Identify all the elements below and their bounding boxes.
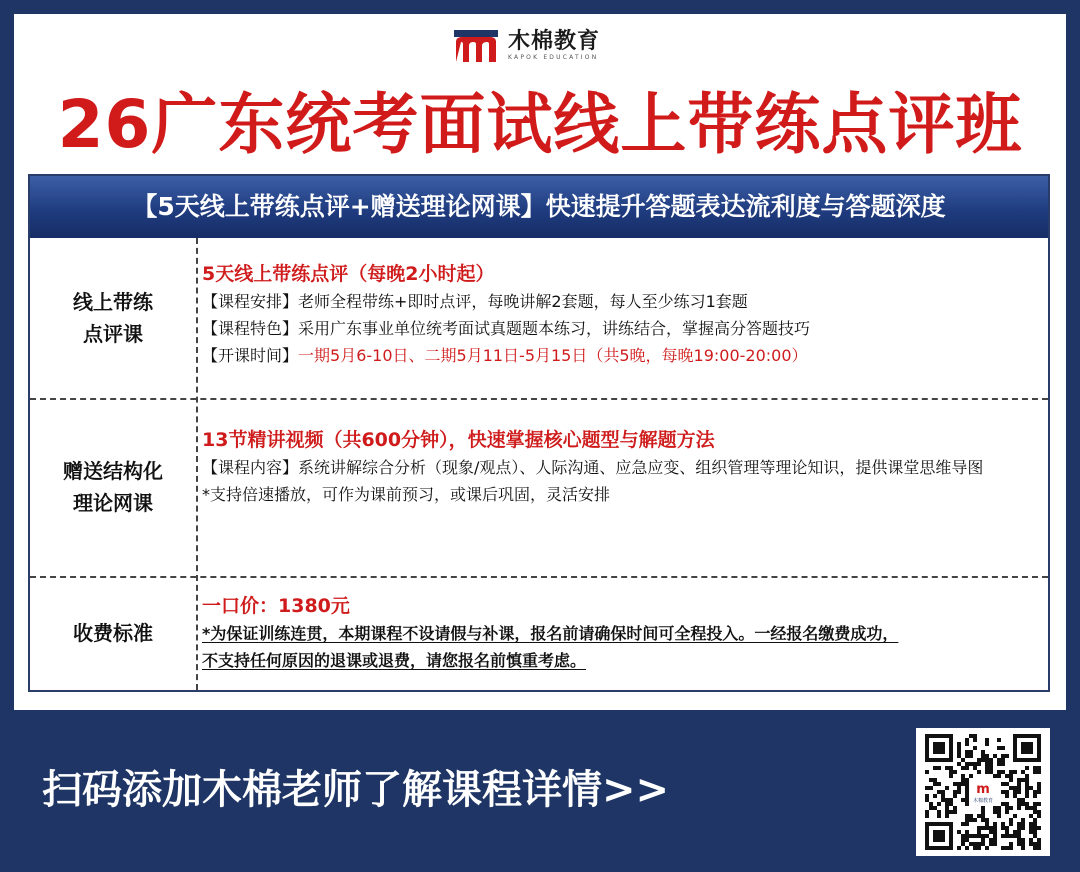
row-label-line1: 收费标准 bbox=[73, 621, 153, 645]
row-content bbox=[202, 260, 1040, 369]
course-content: 【课程内容】系统讲解综合分析（现象/观点）、人际沟通、应急应变、组织管理等理论知识，提供课堂思维导图 bbox=[202, 458, 984, 477]
course-arrangement: 【课程安排】老师全程带练+即时点评，每晚讲解2套题，每人至少练习1套题 bbox=[202, 292, 748, 311]
row-highlight: 13节精讲视频（共600分钟），快速掌握核心题型与解题方法 bbox=[202, 429, 715, 451]
brand-name-en: KAPOK EDUCATION bbox=[508, 54, 599, 61]
schedule-prefix: 【开课时间】 bbox=[202, 346, 299, 365]
table-row-pricing bbox=[30, 576, 1048, 690]
row-content bbox=[202, 426, 1040, 508]
page-title: 26广东统考面试线上带练点评班 bbox=[57, 86, 1023, 163]
table-row-online-practice bbox=[30, 238, 1048, 398]
svg-text:木棉教育: 木棉教育 bbox=[972, 798, 994, 804]
course-note: *支持倍速播放，可作为课前预习，或课后巩固，灵活安排 bbox=[202, 485, 611, 504]
course-table bbox=[28, 174, 1050, 692]
course-feature: 【课程特色】采用广东事业单位统考面试真题题本练习，讲练结合，掌握高分答题技巧 bbox=[202, 319, 811, 338]
row-label-line2: 点评课 bbox=[83, 322, 143, 346]
call-to-action: 扫码添加木棉老师了解课程详情>> bbox=[42, 767, 670, 813]
row-label-line1: 线上带练 bbox=[73, 290, 153, 314]
schedule-text: 一期5月6-10日、二期5月11日-5月15日（共5晚，每晚19:00-20:00） bbox=[298, 346, 808, 365]
course-schedule bbox=[202, 342, 1040, 369]
svg-text:m: m bbox=[976, 782, 990, 797]
brand-name-cn: 木棉教育 bbox=[508, 29, 601, 54]
table-row-theory-course bbox=[30, 398, 1048, 576]
row-label-line1: 赠送结构化 bbox=[63, 459, 163, 483]
row-label bbox=[30, 576, 196, 690]
qr-code-icon[interactable] bbox=[916, 728, 1050, 856]
refund-notice-line2: 不支持任何原因的退课或退费，请您报名前慎重考虑。 bbox=[202, 651, 587, 670]
row-content bbox=[202, 592, 1040, 674]
row-label-line2: 理论网课 bbox=[73, 491, 153, 515]
kapok-m-logo-icon bbox=[452, 28, 500, 64]
table-header: 【5天线上带练点评+赠送理论网课】快速提升答题表达流利度与答题深度 bbox=[30, 176, 1048, 238]
refund-notice-line1: *为保证训练连贯，本期课程不设请假与补课，报名前请确保时间可全程投入。一经报名缴费成功， bbox=[202, 624, 899, 643]
row-highlight: 5天线上带练点评（每晚2小时起） bbox=[202, 263, 495, 285]
price: 一口价：1380元 bbox=[202, 595, 350, 617]
row-label bbox=[30, 238, 196, 398]
brand-logo bbox=[452, 26, 600, 66]
row-label bbox=[30, 398, 196, 576]
